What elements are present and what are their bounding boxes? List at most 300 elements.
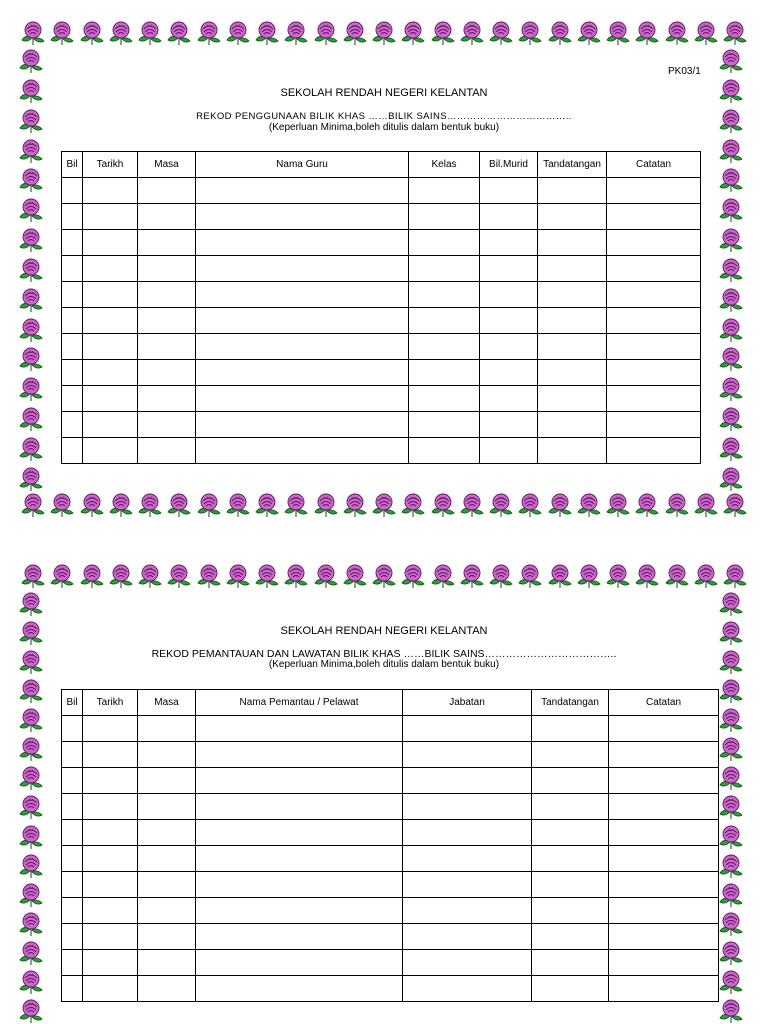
usage-log-table [61,151,701,464]
rose-flower-icon [605,20,631,46]
rose-flower-icon [79,563,105,589]
rose-flower-icon [488,492,514,518]
blank-cell [409,334,480,360]
rose-flower-icon [718,678,744,704]
rose-flower-icon [18,466,44,492]
rose-flower-icon [18,882,44,908]
blank-cell [138,820,196,846]
rose-flower-icon [718,197,744,223]
rose-flower-icon [693,563,719,589]
rose-flower-icon [718,167,744,193]
rose-flower-icon [718,138,744,164]
blank-cell [138,976,196,1002]
blank-cell [532,846,609,872]
blank-cell [403,846,532,872]
blank-cell [62,768,83,794]
blank-cell [532,794,609,820]
flower-border-top [20,20,748,50]
blank-cell [83,204,138,230]
blank-cell [403,742,532,768]
blank-cell [196,256,409,282]
blank-cell [538,178,607,204]
rose-flower-icon [664,20,690,46]
rose-flower-icon [18,998,44,1024]
blank-cell [62,386,83,412]
blank-cell [538,308,607,334]
blank-cell [609,950,719,976]
blank-cell [538,386,607,412]
blank-cell [62,846,83,872]
blank-cell [196,360,409,386]
rose-flower-icon [196,563,222,589]
rose-flower-icon [718,998,744,1024]
blank-cell [607,204,701,230]
blank-cell [538,412,607,438]
blank-cell [403,950,532,976]
blank-cell [138,898,196,924]
blank-cell [480,256,538,282]
blank-cell [83,976,138,1002]
rose-flower-icon [18,287,44,313]
rose-flower-icon [49,492,75,518]
rose-flower-icon [718,436,744,462]
blank-cell [196,924,403,950]
rose-flower-icon [693,492,719,518]
blank-cell [62,950,83,976]
rose-flower-icon [459,492,485,518]
rose-flower-icon [225,563,251,589]
rose-flower-icon [371,563,397,589]
blank-cell [138,716,196,742]
rose-flower-icon [547,20,573,46]
rose-flower-icon [718,940,744,966]
rose-flower-icon [718,765,744,791]
blank-cell [62,976,83,1002]
rose-flower-icon [166,20,192,46]
blank-cell [83,716,138,742]
rose-flower-icon [18,346,44,372]
blank-cell [607,360,701,386]
blank-cell [609,820,719,846]
blank-cell [403,898,532,924]
blank-cell [62,742,83,768]
blank-cell [609,716,719,742]
blank-cell [538,204,607,230]
rose-flower-icon [517,563,543,589]
column-header: Tarikh [83,690,138,716]
blank-cell [83,872,138,898]
blank-cell [409,282,480,308]
rose-flower-icon [664,563,690,589]
blank-cell [409,256,480,282]
blank-cell [480,282,538,308]
rose-flower-icon [342,492,368,518]
rose-flower-icon [342,20,368,46]
blank-cell [138,794,196,820]
blank-cell [480,178,538,204]
blank-cell [532,924,609,950]
blank-cell [403,768,532,794]
blank-cell [83,334,138,360]
blank-cell [403,716,532,742]
rose-flower-icon [718,707,744,733]
blank-cell [83,820,138,846]
blank-cell [532,742,609,768]
blank-cell [532,820,609,846]
blank-cell [609,898,719,924]
rose-flower-icon [547,492,573,518]
blank-cell [83,256,138,282]
rose-flower-icon [283,492,309,518]
rose-flower-icon [517,20,543,46]
table-row [62,438,701,464]
blank-cell [403,820,532,846]
blank-cell [196,334,409,360]
blank-cell [138,230,196,256]
rose-flower-icon [283,20,309,46]
rose-flower-icon [459,563,485,589]
rose-flower-icon [718,287,744,313]
blank-cell [62,412,83,438]
rose-flower-icon [254,492,280,518]
blank-cell [409,360,480,386]
table-row [62,950,719,976]
rose-flower-icon [718,227,744,253]
rose-flower-icon [18,591,44,617]
rose-flower-icon [196,492,222,518]
blank-cell [196,716,403,742]
blank-cell [196,898,403,924]
flower-border-bottom [20,492,748,522]
blank-cell [83,282,138,308]
blank-cell [196,846,403,872]
rose-flower-icon [18,167,44,193]
table-header-row [62,690,719,716]
blank-cell [480,334,538,360]
rose-flower-icon [20,20,46,46]
table-row [62,846,719,872]
blank-cell [83,768,138,794]
rose-flower-icon [400,20,426,46]
blank-cell [409,178,480,204]
rose-flower-icon [20,492,46,518]
blank-cell [196,794,403,820]
rose-flower-icon [18,940,44,966]
blank-cell [196,950,403,976]
blank-cell [138,256,196,282]
blank-cell [83,846,138,872]
rose-flower-icon [576,20,602,46]
blank-cell [196,308,409,334]
column-header: Catatan [607,152,701,178]
rose-flower-icon [18,794,44,820]
blank-cell [83,178,138,204]
blank-cell [409,308,480,334]
column-header: Bil [62,152,83,178]
blank-cell [138,438,196,464]
school-name: SEKOLAH RENDAH NEGERI KELANTAN [280,87,488,99]
rose-flower-icon [634,20,660,46]
rose-flower-icon [18,736,44,762]
blank-cell [480,230,538,256]
rose-flower-icon [49,563,75,589]
blank-cell [538,230,607,256]
rose-flower-icon [18,853,44,879]
rose-flower-icon [166,563,192,589]
column-header: Masa [138,690,196,716]
blank-cell [532,716,609,742]
form-code: PK03/1 [668,66,701,77]
rose-flower-icon [400,492,426,518]
blank-cell [480,360,538,386]
form-page-pemantauan [0,555,768,1024]
blank-cell [83,794,138,820]
blank-cell [480,308,538,334]
column-header: Catatan [609,690,719,716]
table-row [62,742,719,768]
blank-cell [138,846,196,872]
rose-flower-icon [605,492,631,518]
rose-flower-icon [108,563,134,589]
blank-cell [138,360,196,386]
blank-cell [138,950,196,976]
blank-cell [62,924,83,950]
blank-cell [138,412,196,438]
blank-cell [607,308,701,334]
blank-cell [403,794,532,820]
rose-flower-icon [108,492,134,518]
rose-flower-icon [20,563,46,589]
blank-cell [538,360,607,386]
table-row [62,412,701,438]
table-row [62,872,719,898]
blank-cell [607,334,701,360]
blank-cell [403,976,532,1002]
table-row [62,820,719,846]
rose-flower-icon [225,492,251,518]
table-row [62,924,719,950]
table-row [62,256,701,282]
record-title: REKOD PENGGUNAAN BILIK KHAS ……BILIK SAINS……………………………….. [196,111,572,122]
rose-flower-icon [18,911,44,937]
blank-cell [196,820,403,846]
rose-flower-icon [371,492,397,518]
table-row [62,716,719,742]
blank-cell [403,872,532,898]
rose-flower-icon [722,492,748,518]
table-row [62,360,701,386]
blank-cell [480,412,538,438]
column-header: Nama Guru [196,152,409,178]
table-row [62,204,701,230]
table-row [62,178,701,204]
blank-cell [62,898,83,924]
blank-cell [532,898,609,924]
blank-cell [62,716,83,742]
blank-cell [409,204,480,230]
blank-cell [609,768,719,794]
rose-flower-icon [664,492,690,518]
rose-flower-icon [342,563,368,589]
blank-cell [138,178,196,204]
blank-cell [607,178,701,204]
blank-cell [138,204,196,230]
rose-flower-icon [459,20,485,46]
rose-flower-icon [634,492,660,518]
blank-cell [409,386,480,412]
rose-flower-icon [718,48,744,74]
rose-flower-icon [18,406,44,432]
rose-flower-icon [254,20,280,46]
blank-cell [196,412,409,438]
rose-flower-icon [718,317,744,343]
rose-flower-icon [18,765,44,791]
blank-cell [83,412,138,438]
blank-cell [62,204,83,230]
rose-flower-icon [488,20,514,46]
blank-cell [196,230,409,256]
column-header: Masa [138,152,196,178]
rose-flower-icon [371,20,397,46]
blank-cell [607,438,701,464]
rose-flower-icon [693,20,719,46]
blank-cell [83,386,138,412]
rose-flower-icon [718,736,744,762]
rose-flower-icon [166,492,192,518]
rose-flower-icon [18,678,44,704]
record-title: REKOD PEMANTAUAN DAN LAWATAN BILIK KHAS ……BILIK SAINS……………………………….. [151,648,617,660]
blank-cell [196,872,403,898]
table-row [62,308,701,334]
blank-cell [62,794,83,820]
rose-flower-icon [430,20,456,46]
blank-cell [196,742,403,768]
blank-cell [83,950,138,976]
blank-cell [409,412,480,438]
blank-cell [409,438,480,464]
rose-flower-icon [718,591,744,617]
blank-cell [83,898,138,924]
rose-flower-icon [18,824,44,850]
rose-flower-icon [79,492,105,518]
column-header: Bil.Murid [480,152,538,178]
rose-flower-icon [718,346,744,372]
rose-flower-icon [18,257,44,283]
blank-cell [607,230,701,256]
blank-cell [83,924,138,950]
table-row [62,282,701,308]
blank-cell [62,230,83,256]
rose-flower-icon [18,48,44,74]
rose-flower-icon [718,853,744,879]
rose-flower-icon [718,466,744,492]
blank-cell [607,386,701,412]
blank-cell [62,256,83,282]
rose-flower-icon [18,707,44,733]
rose-flower-icon [547,563,573,589]
column-header: Nama Pemantau / Pelawat [196,690,403,716]
rose-flower-icon [430,563,456,589]
blank-cell [138,768,196,794]
column-header: Tarikh [83,152,138,178]
rose-flower-icon [137,20,163,46]
blank-cell [62,438,83,464]
column-header: Kelas [409,152,480,178]
table-header-row [62,152,701,178]
blank-cell [480,204,538,230]
blank-cell [83,360,138,386]
column-header: Tandatangan [538,152,607,178]
blank-cell [607,256,701,282]
rose-flower-icon [718,376,744,402]
blank-cell [609,976,719,1002]
table-row [62,898,719,924]
blank-cell [62,820,83,846]
monitoring-log-table [61,689,719,1002]
rose-flower-icon [79,20,105,46]
blank-cell [138,386,196,412]
blank-cell [538,256,607,282]
blank-cell [62,178,83,204]
blank-cell [62,282,83,308]
table-row [62,386,701,412]
rose-flower-icon [718,794,744,820]
rose-flower-icon [137,492,163,518]
blank-cell [532,950,609,976]
rose-flower-icon [605,563,631,589]
rose-flower-icon [254,563,280,589]
rose-flower-icon [18,436,44,462]
column-header: Bil [62,690,83,716]
blank-cell [403,924,532,950]
blank-cell [138,282,196,308]
rose-flower-icon [283,563,309,589]
blank-cell [83,308,138,334]
rose-flower-icon [576,492,602,518]
blank-cell [480,438,538,464]
blank-cell [138,924,196,950]
rose-flower-icon [718,406,744,432]
blank-cell [196,976,403,1002]
blank-cell [138,742,196,768]
blank-cell [83,230,138,256]
blank-cell [62,308,83,334]
blank-cell [409,230,480,256]
blank-cell [196,178,409,204]
rose-flower-icon [430,492,456,518]
rose-flower-icon [18,197,44,223]
blank-cell [62,872,83,898]
rose-flower-icon [718,882,744,908]
blank-cell [196,438,409,464]
blank-cell [609,742,719,768]
blank-cell [538,282,607,308]
blank-cell [609,872,719,898]
column-header: Tandatangan [532,690,609,716]
rose-flower-icon [18,376,44,402]
blank-cell [538,438,607,464]
rose-flower-icon [718,257,744,283]
rose-flower-icon [722,563,748,589]
blank-cell [532,768,609,794]
record-note: (Keperluan Minima,boleh ditulis dalam bentuk buku) [268,659,500,670]
blank-cell [62,360,83,386]
rose-flower-icon [137,563,163,589]
table-row [62,768,719,794]
blank-cell [196,768,403,794]
rose-flower-icon [108,20,134,46]
blank-cell [196,204,409,230]
